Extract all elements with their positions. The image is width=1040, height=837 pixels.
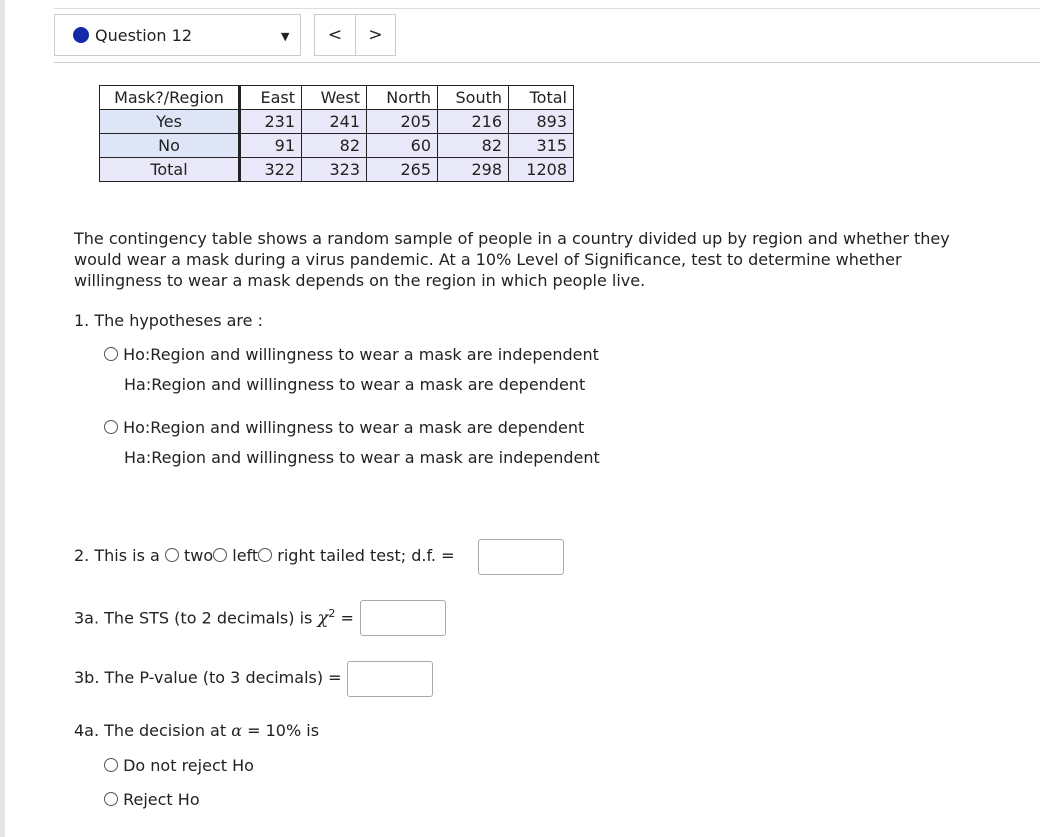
df-input[interactable] (478, 539, 564, 575)
table-cell: 1208 (509, 158, 574, 182)
table-cell: 205 (367, 110, 438, 134)
question-intro: The contingency table shows a random sample of people in a country divided up by region and whether they would wear a mask during a virus pandemic. At a 10% Level of Significance, test to determine whether willingness to wear a mask depends on the region in which people live. (74, 229, 950, 290)
q3a-prefix: 3a. The STS (to 2 decimals) is (74, 608, 313, 628)
radio-button[interactable] (104, 420, 118, 434)
chi-power: 2 (328, 607, 336, 620)
next-question-button[interactable]: > (355, 14, 396, 56)
question-selector[interactable] (54, 14, 301, 56)
radio-button[interactable] (104, 758, 118, 772)
radio-left-tailed[interactable] (213, 548, 227, 562)
table-cell: 241 (302, 110, 367, 134)
table-cell: 265 (367, 158, 438, 182)
row-label: Total (100, 158, 240, 182)
table-header: East (240, 86, 302, 110)
radio-right-tailed[interactable] (258, 548, 272, 562)
q2-option-left: left (232, 546, 259, 565)
option-ho: Ho:Region and willingness to wear a mask are dependent (123, 418, 585, 437)
option-ha: Ha:Region and willingness to wear a mask are independent (124, 448, 600, 467)
table-header: West (302, 86, 367, 110)
status-dot-icon (73, 27, 89, 43)
decision-option-do-not-reject[interactable] (104, 756, 254, 775)
table-cell: 82 (302, 134, 367, 158)
table-header: South (438, 86, 509, 110)
table-header: Mask?/Region (100, 86, 240, 110)
dropdown-caret-icon: ▼ (281, 30, 290, 43)
table-cell: 323 (302, 158, 367, 182)
table-cell: 322 (240, 158, 302, 182)
q2-row (74, 546, 455, 565)
table-header: North (367, 86, 438, 110)
p-value-input[interactable] (347, 661, 433, 697)
q2-option-two: two (184, 546, 214, 565)
q3a-equals: = (340, 608, 354, 628)
table-cell: 82 (438, 134, 509, 158)
option-ho: Ho:Region and willingness to wear a mask are independent (123, 345, 599, 364)
row-label: Yes (100, 110, 240, 134)
decision-label: Do not reject Ho (123, 756, 254, 775)
q2-option-right: right tailed test; d.f. = (277, 546, 455, 565)
q1-option-1[interactable] (104, 345, 599, 364)
q4a-suffix: = 10% is (247, 721, 320, 740)
q4a-row (74, 721, 319, 740)
decision-option-reject[interactable] (104, 790, 200, 809)
table-row (100, 134, 574, 158)
decision-label: Reject Ho (123, 790, 200, 809)
previous-question-button[interactable]: < (314, 14, 355, 56)
radio-button[interactable] (104, 347, 118, 361)
q4a-prefix: 4a. The decision at (74, 721, 227, 740)
q2-prefix: 2. This is a (74, 546, 160, 565)
radio-button[interactable] (104, 792, 118, 806)
table-cell: 298 (438, 158, 509, 182)
chi-symbol: χ (317, 607, 329, 629)
table-cell: 60 (367, 134, 438, 158)
table-cell: 216 (438, 110, 509, 134)
q3a-row (74, 607, 354, 628)
question-label: Question 12 (95, 26, 193, 45)
row-label: No (100, 134, 240, 158)
table-cell: 315 (509, 134, 574, 158)
table-cell: 91 (240, 134, 302, 158)
q1-prompt: 1. The hypotheses are : (74, 311, 263, 330)
table-row (100, 158, 574, 182)
nav-divider (54, 62, 1040, 63)
option-ha: Ha:Region and willingness to wear a mask are dependent (124, 375, 586, 394)
top-divider (54, 8, 1040, 9)
q3b-prompt: 3b. The P-value (to 3 decimals) = (74, 668, 342, 687)
contingency-table (99, 85, 574, 182)
left-border (0, 0, 5, 837)
alpha-symbol: α (231, 721, 243, 740)
sts-input[interactable] (360, 600, 446, 636)
table-row (100, 110, 574, 134)
table-header-row (100, 86, 574, 110)
table-cell: 893 (509, 110, 574, 134)
radio-two-tailed[interactable] (165, 548, 179, 562)
table-cell: 231 (240, 110, 302, 134)
q1-option-2[interactable] (104, 418, 584, 437)
table-header: Total (509, 86, 574, 110)
